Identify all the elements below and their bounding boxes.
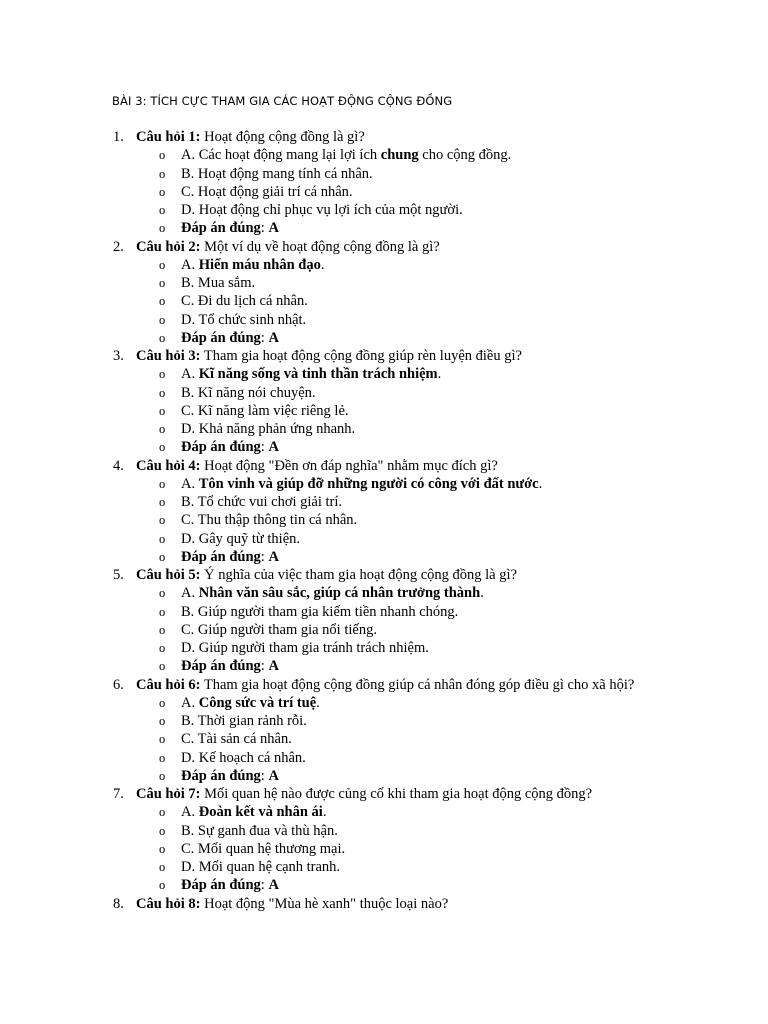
bullet-icon: o [159,714,166,728]
answer-text [181,767,279,785]
option-text [181,712,307,730]
question-item [0,785,768,803]
bullet-icon: o [159,659,166,674]
option-text-bold: Tôn vinh và giúp đỡ những người có công với đất nước [198,475,539,492]
bullet-icon: o [159,422,166,436]
answer-item [0,329,768,347]
option-item [0,749,768,767]
option-text [181,274,255,292]
option-text-post: . [316,694,320,711]
bullet-icon: o [159,166,166,181]
option-text-pre: C. Thu thập thông tin cá nhân. [181,512,358,529]
bullet-icon: o [159,768,166,783]
option-text [181,201,463,219]
option-item [0,274,768,292]
option-text-pre: A. [181,475,199,492]
option-text [181,530,300,548]
answer-text [181,876,279,894]
option-item [0,621,768,639]
bullet-icon: o [159,860,166,874]
bullet-icon: o [159,878,166,893]
answer-label: Đáp án đúng [181,877,261,894]
question-item [0,457,768,475]
bullet-icon: o [159,440,166,455]
option-item [0,311,768,329]
bullet-icon: o [159,330,166,345]
question-item [0,566,768,584]
question-label: Câu hỏi 6: [136,676,201,693]
bullet-icon: o [159,695,166,710]
question-body: Tham gia hoạt động cộng đồng giúp rèn luyện điều gì? [200,348,522,364]
bullet-icon: o [159,294,166,309]
option-text-pre: A. [181,585,199,602]
option-text-pre: D. Hoạt động chỉ phục vụ lợi ích của một người. [181,202,463,218]
option-item [0,858,768,876]
question-body: Hoạt động "Đền ơn đáp nghĩa" nhằm mục đích gì? [200,457,498,474]
option-text-pre: B. Thời gian rảnh rỗi. [181,713,307,729]
option-text [181,840,345,858]
option-text-pre: D. Mối quan hệ cạnh tranh. [181,859,341,875]
answer-separator: : [260,220,269,237]
bullet-icon: o [159,476,166,491]
bullet-icon: o [159,604,166,619]
question-label: Câu hỏi 7: [136,786,201,802]
question-body: Hoạt động cộng đồng là gì? [200,129,365,145]
answer-item [0,876,768,894]
option-text-pre: D. Kế hoạch cá nhân. [181,749,306,766]
question-number: 8. [113,895,124,912]
option-text [181,749,306,767]
option-item [0,840,768,858]
option-text [181,858,340,876]
bullet-icon: o [159,750,166,765]
option-text [181,402,349,420]
option-text-bold: Kĩ năng sống và tinh thần trách nhiệm [198,366,438,383]
answer-value: A [268,548,279,565]
bullet-icon: o [159,203,166,217]
option-text [181,694,320,712]
option-text-bold: Đoàn kết và nhân ái [198,804,323,821]
answer-text [181,438,279,456]
question-text [136,566,517,584]
question-item [0,895,768,913]
bullet-icon: o [159,732,166,747]
answer-label: Đáp án đúng [181,439,261,456]
option-item [0,730,768,748]
bullet-icon: o [159,257,166,272]
option-text [181,475,542,493]
bullet-icon: o [159,531,166,546]
question-label: Câu hỏi 4: [136,457,201,474]
question-label: Câu hỏi 8: [136,895,201,912]
option-text-post: . [538,475,543,492]
option-text-post: . [437,366,442,383]
answer-text [181,548,279,566]
bullet-icon: o [159,823,166,838]
answer-item [0,438,768,456]
answer-value: A [268,439,279,456]
option-item [0,183,768,201]
option-item [0,475,768,493]
bullet-icon: o [159,367,166,382]
option-item [0,292,768,310]
option-text-post: . [320,256,325,273]
answer-separator: : [260,439,269,456]
option-text [181,493,342,511]
option-item [0,146,768,164]
option-text [181,165,373,183]
question-item [0,676,768,694]
bullet-icon: o [159,403,166,418]
option-text-pre: C. Đi du lịch cá nhân. [181,293,308,310]
option-text-pre: D. Giúp người tham gia tránh trách nhiệm. [181,640,429,656]
option-text-pre: C. Hoạt động giải trí cá nhân. [181,183,353,200]
option-text [181,822,338,840]
question-number: 7. [113,786,124,802]
option-text [181,420,355,438]
option-item [0,822,768,840]
option-item [0,384,768,402]
option-text-pre: A. Các hoạt động mang lại lợi ích [181,147,381,164]
option-item [0,712,768,730]
lesson-title: BÀI 3: TÍCH CỰC THAM GIA CÁC HOẠT ĐỘNG CỘNG ĐỒNG [112,94,453,108]
question-item [0,128,768,146]
question-label: Câu hỏi 1: [136,129,201,145]
option-text-pre: B. Hoạt động mang tính cá nhân. [181,165,373,182]
question-number: 3. [113,348,124,364]
answer-text [181,219,279,237]
option-text-pre: B. Sự ganh đua và thù hận. [181,822,338,839]
option-text-pre: C. Giúp người tham gia nổi tiếng. [181,621,377,638]
bullet-icon: o [159,586,166,601]
option-item [0,694,768,712]
answer-label: Đáp án đúng [181,548,261,565]
option-text-bold: chung [380,147,419,164]
option-text [181,365,441,383]
option-item [0,511,768,529]
question-text [136,895,448,913]
question-text [136,128,365,146]
answer-value: A [268,329,279,346]
question-body: Tham gia hoạt động cộng đồng giúp cá nhân đóng góp điều gì cho xã hội? [200,676,635,693]
option-item [0,493,768,511]
option-item [0,256,768,274]
answer-text [181,329,279,347]
question-text [136,347,522,365]
bullet-icon: o [159,276,166,290]
answer-label: Đáp án đúng [181,658,261,675]
question-number: 4. [113,457,124,474]
bullet-icon: o [159,549,166,564]
question-list [0,128,768,913]
question-number: 2. [113,238,124,255]
answer-text [181,657,279,675]
bullet-icon: o [159,841,166,856]
option-item [0,803,768,821]
option-text [181,603,458,621]
question-text [136,676,634,694]
option-item [0,420,768,438]
answer-label: Đáp án đúng [181,767,261,784]
option-text-pre: D. Khả năng phản ứng nhanh. [181,421,356,437]
option-text-post: . [322,804,327,821]
question-body: Ý nghĩa của việc tham gia hoạt động cộng đồng là gì? [200,567,517,583]
option-item [0,402,768,420]
option-text-pre: C. Kĩ năng làm việc riêng lẻ. [181,402,349,419]
option-text [181,256,324,274]
question-body: Một ví dụ về hoạt động cộng đồng là gì? [200,238,440,255]
option-text [181,621,377,639]
bullet-icon: o [159,312,166,327]
option-text-pre: C. Mối quan hệ thương mại. [181,840,346,857]
bullet-icon: o [159,221,166,236]
option-text-pre: C. Tài sản cá nhân. [181,731,292,748]
option-text [181,639,429,657]
answer-item [0,657,768,675]
bullet-icon: o [159,513,166,528]
question-label: Câu hỏi 2: [136,238,201,255]
option-text [181,803,326,821]
question-label: Câu hỏi 3: [136,348,201,364]
answer-value: A [268,767,279,784]
question-number: 5. [113,567,124,583]
question-text [136,785,592,803]
option-text-pre: A. [181,804,199,821]
bullet-icon: o [159,622,166,637]
answer-separator: : [260,658,269,675]
option-text-bold: Hiến máu nhân đạo [198,256,321,273]
option-item [0,365,768,383]
option-text-post: . [480,585,484,602]
option-text-pre: A. [181,256,199,273]
option-item [0,603,768,621]
answer-separator: : [260,877,269,894]
option-item [0,165,768,183]
answer-label: Đáp án đúng [181,329,261,346]
bullet-icon: o [159,148,166,163]
bullet-icon: o [159,385,166,400]
option-text [181,146,511,164]
option-text-pre: B. Mua sắm. [181,275,256,291]
answer-value: A [268,877,279,894]
answer-value: A [268,658,279,675]
option-text [181,584,484,602]
answer-value: A [268,220,279,237]
answer-item [0,548,768,566]
answer-item [0,219,768,237]
option-text-pre: B. Tổ chức vui chơi giải trí. [181,494,343,510]
option-text-pre: B. Kĩ năng nói chuyện. [181,384,316,401]
option-text-post: cho cộng đồng. [418,147,512,164]
option-text [181,292,308,310]
bullet-icon: o [159,805,166,820]
question-number: 1. [113,129,124,145]
option-text-pre: A. [181,366,199,383]
question-number: 6. [113,676,124,693]
question-item [0,238,768,256]
option-item [0,584,768,602]
option-item [0,530,768,548]
option-text-pre: A. [181,694,199,711]
question-label: Câu hỏi 5: [136,567,201,583]
option-text-bold: Nhân văn sâu sắc, giúp cá nhân trưởng thành [198,585,481,602]
question-text [136,238,440,256]
option-text-pre: D. Tổ chức sinh nhật. [181,311,307,328]
answer-label: Đáp án đúng [181,220,261,237]
option-text-pre: B. Giúp người tham gia kiếm tiền nhanh chóng. [181,603,459,620]
answer-separator: : [260,548,269,565]
option-text-bold: Công sức và trí tuệ [198,694,317,711]
bullet-icon: o [159,495,166,509]
answer-separator: : [260,767,269,784]
option-text [181,384,316,402]
question-body: Hoạt động "Mùa hè xanh" thuộc loại nào? [200,895,449,912]
option-item [0,639,768,657]
answer-separator: : [260,329,269,346]
bullet-icon: o [159,641,166,655]
answer-item [0,767,768,785]
option-text [181,183,353,201]
option-text-pre: D. Gây quỹ từ thiện. [181,530,301,547]
bullet-icon: o [159,184,166,199]
option-item [0,201,768,219]
question-body: Mối quan hệ nào được củng cố khi tham gia hoạt động cộng đồng? [200,786,593,802]
question-text [136,457,498,475]
option-text [181,311,306,329]
question-item [0,347,768,365]
option-text [181,511,357,529]
option-text [181,730,292,748]
